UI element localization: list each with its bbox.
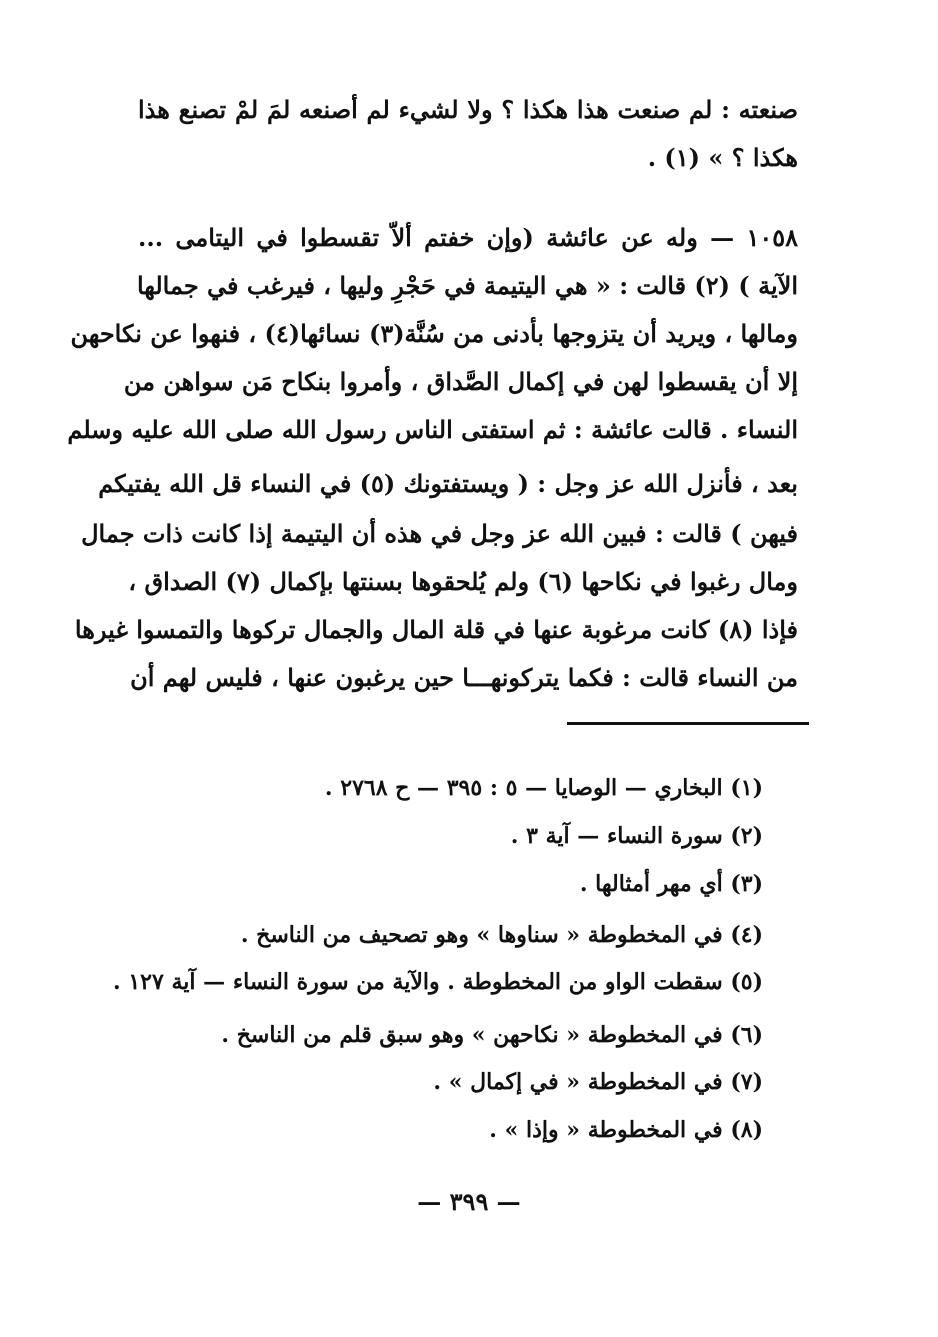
paragraph-2-line-8: ومال رغبوا في نكاحها (٦) ولم يُلحقوها بسنتها بإكمال (٧) الصداق ،	[128, 567, 798, 596]
paragraph-2-line-1: ١٠٥٨ — وله عن عائشة (وإن خفتم ألاّ تقسطوا في اليتامى ...	[138, 223, 798, 252]
paragraph-2-line-10: من النساء قالت : فكما يتركونهـــا حين يرغبون عنها ، فليس لهم أن	[130, 663, 798, 692]
footnote-6: (٦) في المخطوطة « نكاحهن » وهو سبق قلم من الناسخ .	[221, 1022, 763, 1048]
paragraph-2-line-4: إلا أن يقسطوا لهن في إكمال الصَّداق ، وأمروا بنكاح مَن سواهن من	[123, 367, 798, 396]
footnote-2: (٢) سورة النساء — آية ٣ .	[510, 823, 763, 849]
paragraph-2-line-6: بعد ، فأنزل الله عز وجل : ( ويستفتونك (٥) في النساء قل الله يفتيكم	[98, 469, 798, 498]
footnote-8: (٨) في المخطوطة « وإذا » .	[489, 1117, 763, 1143]
paragraph-2-line-7: فيهن ) قالت : فبين الله عز وجل في هذه أن اليتيمة إذا كانت ذات جمال	[81, 519, 798, 548]
footnote-1: (١) البخاري — الوصايا — ٥ : ٣٩٥ — ح ٢٧٦٨ .	[324, 775, 763, 801]
footnote-5: (٥) سقطت الواو من المخطوطة . والآية من سورة النساء — آية ١٢٧ .	[113, 969, 763, 995]
paragraph-2-line-5: النساء . قالت عائشة : ثم استفتى الناس رسول الله صلى الله عليه وسلم	[67, 415, 798, 444]
paragraph-1-line-2: هكذا ؟ » (١) .	[647, 143, 798, 172]
footnote-4: (٤) في المخطوطة « سناوها » وهو تصحيف من الناسخ .	[240, 922, 763, 948]
paragraph-2-line-2: الآية ) (٢) قالت : « هي اليتيمة في حَجْرِ وليها ، فيرغب في جمالها	[136, 271, 798, 300]
paragraph-2-line-9: فإذا (٨) كانت مرغوبة عنها في قلة المال والجمال تركوها والتمسوا غيرها	[74, 615, 798, 644]
paragraph-2-line-3: ومالها ، ويريد أن يتزوجها بأدنى من سُنَّة(٣) نسائها(٤) ، فنهوا عن نكاحهن	[70, 319, 798, 348]
page-number: — ٣٩٩ —	[417, 1187, 521, 1216]
paragraph-1-line-1: صنعته : لم صنعت هذا هكذا ؟ ولا لشيء لم أصنعه لمَ لمْ تصنع هذا	[138, 95, 798, 124]
footnote-separator	[567, 722, 809, 725]
footnote-3: (٣) أي مهر أمثالها .	[579, 871, 763, 897]
footnote-7: (٧) في المخطوطة « في إكمال » .	[433, 1069, 763, 1095]
